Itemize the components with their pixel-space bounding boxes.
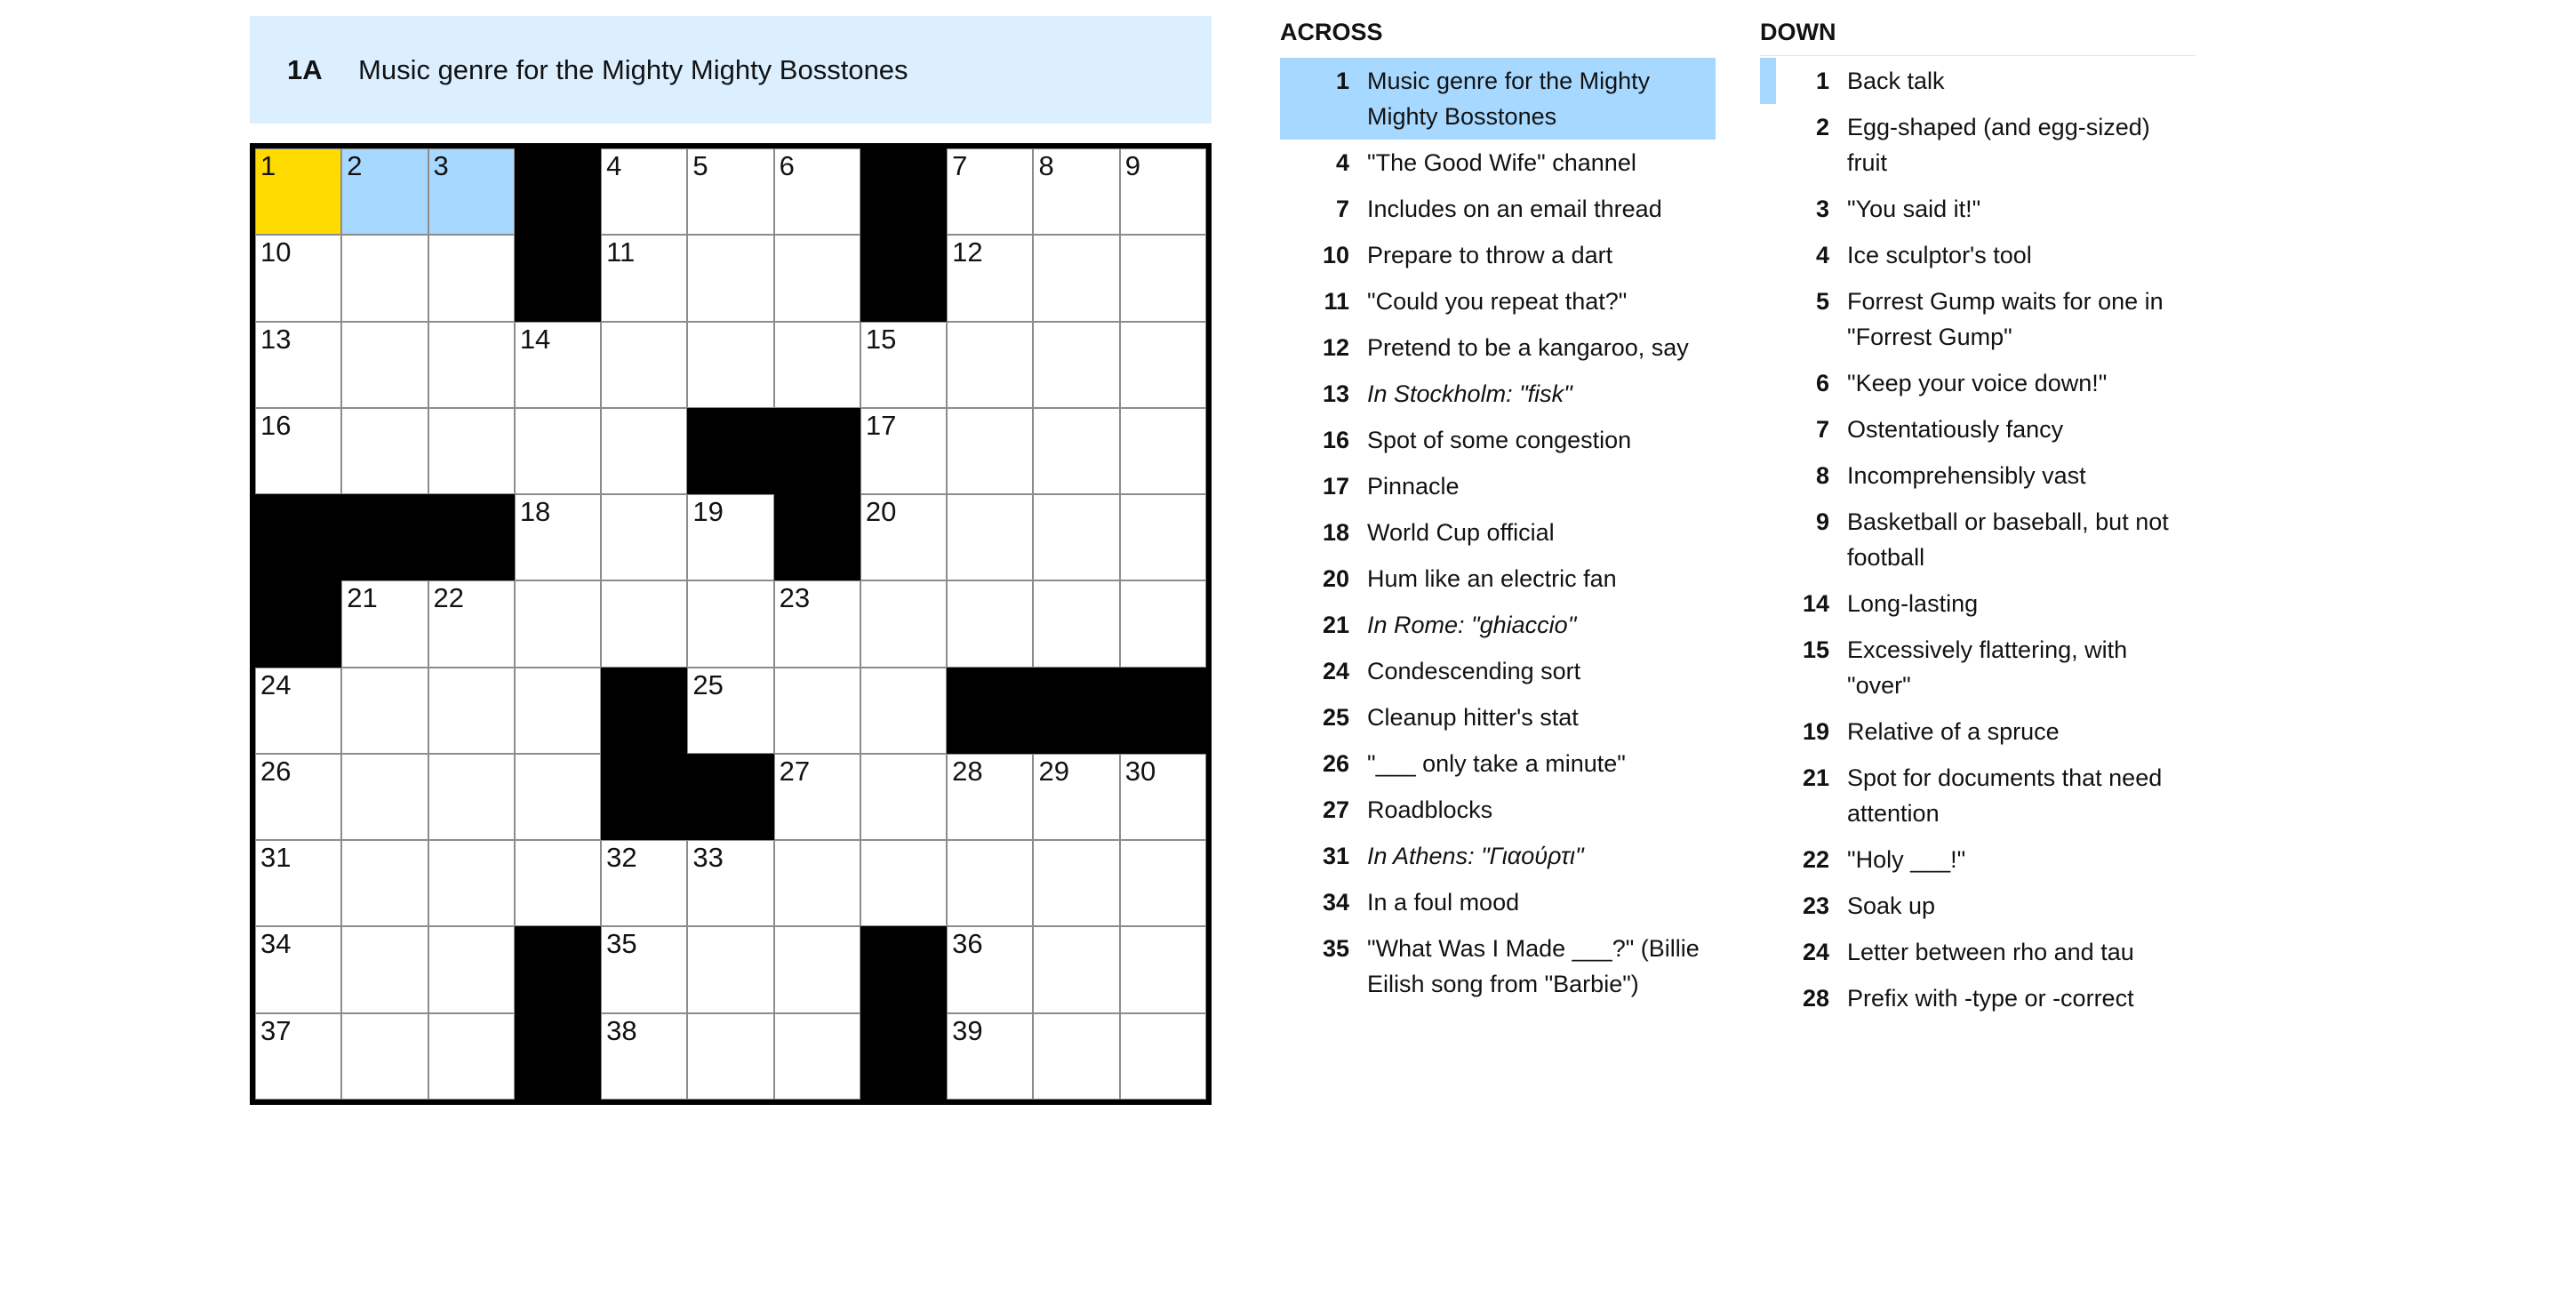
clue-number: 3 [1815,196,1829,222]
grid-cell[interactable] [1120,926,1206,1012]
grid-cell[interactable] [341,926,428,1012]
across-clue-31[interactable] [1280,833,1716,879]
grid-cell[interactable] [515,408,601,494]
clue-number: 16 [1322,427,1349,453]
grid-block [255,494,341,580]
cell-number: 15 [865,323,897,355]
across-clue-16[interactable] [1280,417,1716,463]
clue-text: Incomprehensibly vast [1847,462,2086,489]
clue-text: Relative of a spruce [1847,718,2060,745]
clue-text: Ice sculptor's tool [1847,242,2032,268]
grid-cell[interactable] [1033,322,1119,408]
grid-cell[interactable] [341,754,428,840]
grid-cell[interactable] [1120,148,1206,235]
clue-text: "What Was I Made ___?" (Billie Eilish song from "Barbie") [1367,935,1700,997]
cell-number: 4 [606,150,622,181]
cell-number: 33 [692,842,724,874]
grid-cell[interactable] [341,840,428,926]
across-clue-11[interactable] [1280,278,1716,324]
across-clue-17[interactable] [1280,463,1716,509]
grid-cell[interactable] [255,840,341,926]
grid-cell[interactable] [947,926,1033,1012]
clue-number: 13 [1322,380,1349,407]
cell-number: 13 [260,323,292,355]
down-clue-19[interactable] [1760,708,2196,755]
grid-cell[interactable] [341,580,428,667]
grid-cell[interactable] [601,1013,687,1100]
clue-number: 27 [1322,796,1349,823]
cell-number: 39 [952,1014,983,1046]
grid-cell[interactable] [1033,235,1119,321]
grid-cell[interactable] [860,322,947,408]
clue-number: 5 [1815,288,1829,315]
cell-number: 22 [433,582,465,614]
down-clue-24[interactable] [1760,929,2196,975]
grid-cell[interactable] [774,580,860,667]
across-clue-21[interactable] [1280,602,1716,648]
current-clue-text: Music genre for the Mighty Mighty Bosstones [358,53,908,85]
across-clue-4[interactable] [1280,140,1716,186]
clue-text: Prefix with -type or -correct [1847,985,2134,1012]
grid-block [1033,668,1119,754]
cell-number: 5 [692,150,708,181]
grid-cell[interactable] [774,235,860,321]
cell-number: 24 [260,668,292,700]
clue-number: 1 [1335,68,1349,94]
grid-cell[interactable] [601,840,687,926]
grid-cell[interactable] [428,322,515,408]
clue-text: Hum like an electric fan [1367,565,1617,592]
cell-number: 21 [347,582,378,614]
grid-cell[interactable] [428,754,515,840]
grid-cell[interactable] [947,580,1033,667]
clue-text: "Keep your voice down!" [1847,370,2108,396]
clue-text: Letter between rho and tau [1847,939,2134,965]
grid-cell[interactable] [947,1013,1033,1100]
across-clue-13[interactable] [1280,371,1716,417]
clue-number: 24 [1322,658,1349,684]
grid-cell[interactable] [255,148,341,235]
grid-cell[interactable] [1120,1013,1206,1100]
grid-block [774,408,860,494]
grid-cell[interactable] [687,1013,773,1100]
grid-block [341,494,428,580]
cell-number: 27 [779,755,811,787]
cell-number: 10 [260,236,292,268]
grid-cell[interactable] [428,840,515,926]
cell-number: 3 [433,150,449,181]
grid-cell[interactable] [947,148,1033,235]
cell-number: 7 [952,150,968,181]
cell-number: 32 [606,842,637,874]
clue-text: In Stockholm: "fisk" [1367,380,1572,407]
grid-cell[interactable] [947,322,1033,408]
clue-number: 19 [1802,718,1829,745]
grid-cell[interactable] [947,235,1033,321]
grid-cell[interactable] [255,668,341,754]
grid-cell[interactable] [341,668,428,754]
grid-cell[interactable] [255,1013,341,1100]
cell-number: 31 [260,842,292,874]
down-clue-15[interactable] [1760,627,2196,708]
clue-number: 23 [1802,892,1829,919]
clue-text: Long-lasting [1847,590,1979,617]
grid-cell[interactable] [341,235,428,321]
grid-cell[interactable] [428,408,515,494]
clue-text: In Rome: "ghiaccio" [1367,612,1577,638]
grid-block [428,494,515,580]
clue-text: Spot for documents that need attention [1847,764,2163,827]
clue-number: 6 [1815,370,1829,396]
grid-cell[interactable] [947,494,1033,580]
cell-number: 26 [260,755,292,787]
grid-cell[interactable] [255,754,341,840]
grid-cell[interactable] [341,322,428,408]
grid-block [515,148,601,235]
grid-cell[interactable] [601,926,687,1012]
grid-cell[interactable] [774,668,860,754]
grid-block [860,926,947,1012]
grid-cell[interactable] [774,754,860,840]
cell-number: 20 [865,496,897,528]
grid-cell[interactable] [1120,494,1206,580]
grid-block [860,1013,947,1100]
down-clue-5[interactable] [1760,278,2196,360]
grid-cell[interactable] [860,580,947,667]
grid-block [947,668,1033,754]
grid-cell[interactable] [428,148,515,235]
clue-text: Prepare to throw a dart [1367,242,1613,268]
grid-block [515,926,601,1012]
grid-cell[interactable] [515,754,601,840]
cell-number: 30 [1124,755,1156,787]
cell-number: 25 [692,668,724,700]
grid-cell[interactable] [515,580,601,667]
clue-number: 1 [1815,68,1829,94]
clue-text: "___ only take a minute" [1367,750,1626,777]
grid-block [515,235,601,321]
clue-number: 7 [1815,416,1829,443]
clue-number: 7 [1335,196,1349,222]
grid-cell[interactable] [1120,840,1206,926]
grid-cell[interactable] [860,754,947,840]
cell-number: 23 [779,582,811,614]
across-clue-27[interactable] [1280,787,1716,833]
grid-cell[interactable] [428,668,515,754]
clue-number: 11 [1324,288,1349,315]
down-clue-8[interactable] [1760,452,2196,499]
grid-cell[interactable] [515,840,601,926]
grid-block [601,668,687,754]
across-clue-34[interactable] [1280,879,1716,925]
cell-number: 35 [606,928,637,960]
cell-number: 12 [952,236,983,268]
clue-number: 15 [1802,636,1829,663]
clue-number: 10 [1322,242,1349,268]
grid-cell[interactable] [601,408,687,494]
grid-block [1120,668,1206,754]
grid-cell[interactable] [687,840,773,926]
grid-cell[interactable] [1033,494,1119,580]
down-clue-7[interactable] [1760,406,2196,452]
clue-text: "The Good Wife" channel [1367,149,1636,176]
cell-number: 2 [347,150,363,181]
grid-cell[interactable] [860,668,947,754]
cell-number: 37 [260,1014,292,1046]
grid-cell[interactable] [1033,580,1119,667]
clue-text: "Could you repeat that?" [1367,288,1628,315]
cell-number: 36 [952,928,983,960]
grid-cell[interactable] [515,668,601,754]
clue-number: 22 [1802,846,1829,873]
grid-cell[interactable] [515,322,601,408]
grid-cell[interactable] [601,148,687,235]
down-clue-28[interactable] [1760,975,2196,1021]
grid-cell[interactable] [687,926,773,1012]
grid-cell[interactable] [1033,148,1119,235]
grid-cell[interactable] [860,840,947,926]
clue-text: "Holy ___!" [1847,846,1966,873]
cell-number: 16 [260,409,292,441]
clue-text: Includes on an email thread [1367,196,1662,222]
cell-number: 38 [606,1014,637,1046]
clue-number: 31 [1322,843,1349,869]
grid-cell[interactable] [687,580,773,667]
down-heading: DOWN [1760,16,2196,56]
down-clue-14[interactable] [1760,580,2196,627]
grid-cell[interactable] [1120,754,1206,840]
grid-cell[interactable] [428,1013,515,1100]
grid-cell[interactable] [1033,754,1119,840]
across-clue-10[interactable] [1280,232,1716,278]
grid-cell[interactable] [1033,408,1119,494]
grid-cell[interactable] [1120,408,1206,494]
cell-number: 9 [1124,150,1140,181]
clue-text: Pinnacle [1367,473,1460,500]
grid-cell[interactable] [428,580,515,667]
clue-text: Excessively flattering, with "over" [1847,636,2128,699]
cell-number: 28 [952,755,983,787]
grid-cell[interactable] [255,322,341,408]
across-clue-18[interactable] [1280,509,1716,556]
grid-cell[interactable] [515,494,601,580]
clue-number: 21 [1802,764,1829,791]
clue-text: Spot of some congestion [1367,427,1632,453]
clue-text: Music genre for the Mighty Mighty Bosstones [1367,68,1651,130]
grid-cell[interactable] [1120,580,1206,667]
clue-text: Ostentatiously fancy [1847,416,2064,443]
cell-number: 29 [1038,755,1069,787]
clue-text: Egg-shaped (and egg-sized) fruit [1847,114,2150,176]
crossword-grid[interactable] [250,143,1212,1105]
clue-text: In a foul mood [1367,889,1520,916]
clue-number: 9 [1815,508,1829,535]
clue-text: Soak up [1847,892,1936,919]
cell-number: 19 [692,496,724,528]
grid-cell[interactable] [341,1013,428,1100]
clue-number: 18 [1322,519,1349,546]
current-clue-bar[interactable] [250,16,1212,124]
clue-number: 4 [1815,242,1829,268]
grid-block [601,754,687,840]
clue-number: 17 [1322,473,1349,500]
grid-block [860,235,947,321]
clue-number: 35 [1322,935,1349,962]
grid-cell[interactable] [255,235,341,321]
down-clue-21[interactable] [1760,755,2196,836]
cell-number: 11 [606,236,636,268]
grid-cell[interactable] [255,408,341,494]
clue-text: Cleanup hitter's stat [1367,704,1579,731]
across-clue-26[interactable] [1280,740,1716,787]
grid-cell[interactable] [601,580,687,667]
grid-cell[interactable] [947,840,1033,926]
grid-block [774,494,860,580]
clue-text: Pretend to be a kangaroo, say [1367,334,1689,361]
grid-cell[interactable] [428,235,515,321]
clue-text: In Athens: "Γιαούρτι" [1367,843,1584,869]
grid-cell[interactable] [341,408,428,494]
grid-cell[interactable] [1033,840,1119,926]
across-heading: ACROSS [1280,19,1383,45]
grid-cell[interactable] [1120,235,1206,321]
grid-cell[interactable] [774,840,860,926]
across-clue-7[interactable] [1280,186,1716,232]
down-clue-list [1760,16,2196,1118]
grid-block [515,1013,601,1100]
clue-number: 25 [1322,704,1349,731]
clue-number: 8 [1815,462,1829,489]
clue-text: Basketball or baseball, but not football [1847,508,2169,571]
current-clue-label: 1A [287,53,323,85]
grid-cell[interactable] [774,1013,860,1100]
grid-cell[interactable] [1120,322,1206,408]
clue-number: 28 [1802,985,1829,1012]
grid-cell[interactable] [1033,1013,1119,1100]
across-clue-20[interactable] [1280,556,1716,602]
grid-cell[interactable] [774,926,860,1012]
grid-cell[interactable] [687,668,773,754]
clue-number: 14 [1802,590,1829,617]
clue-number: 21 [1322,612,1349,638]
grid-block [255,580,341,667]
clue-text: "You said it!" [1847,196,1981,222]
across-clue-list [1280,16,1716,1118]
across-clue-12[interactable] [1280,324,1716,371]
clue-number: 12 [1322,334,1349,361]
cell-number: 1 [260,150,276,181]
clue-number: 4 [1335,149,1349,176]
down-clue-9[interactable] [1760,499,2196,580]
clue-number: 20 [1322,565,1349,592]
down-clue-2[interactable] [1760,104,2196,186]
cell-number: 17 [865,409,897,441]
grid-block [687,408,773,494]
grid-cell[interactable] [1033,926,1119,1012]
clue-text: Condescending sort [1367,658,1581,684]
across-clue-1[interactable] [1280,58,1716,140]
cell-number: 8 [1038,150,1054,181]
down-clue-4[interactable] [1760,232,2196,278]
grid-cell[interactable] [428,926,515,1012]
grid-cell[interactable] [947,754,1033,840]
grid-block [860,148,947,235]
cell-number: 6 [779,150,795,181]
grid-block [687,754,773,840]
grid-cell[interactable] [687,322,773,408]
down-clue-3[interactable] [1760,186,2196,232]
grid-cell[interactable] [774,322,860,408]
across-clue-24[interactable] [1280,648,1716,694]
clue-number: 2 [1815,114,1829,140]
down-clue-6[interactable] [1760,360,2196,406]
grid-cell[interactable] [687,494,773,580]
grid-cell[interactable] [860,494,947,580]
grid-cell[interactable] [860,408,947,494]
across-clue-35[interactable] [1280,925,1716,1007]
grid-cell[interactable] [601,494,687,580]
clue-text: Roadblocks [1367,796,1493,823]
grid-cell[interactable] [947,408,1033,494]
down-clue-22[interactable] [1760,836,2196,883]
grid-cell[interactable] [341,148,428,235]
cell-number: 34 [260,928,292,960]
clue-text: Back talk [1847,68,1945,94]
grid-cell[interactable] [774,148,860,235]
clue-number: 26 [1322,750,1349,777]
cell-number: 14 [519,323,551,355]
clue-text: World Cup official [1367,519,1555,546]
grid-cell[interactable] [687,148,773,235]
clue-number: 24 [1802,939,1829,965]
grid-cell[interactable] [255,926,341,1012]
clue-number: 34 [1322,889,1349,916]
grid-cell[interactable] [601,235,687,321]
down-clue-1[interactable] [1760,58,2196,104]
cell-number: 18 [519,496,551,528]
across-clue-25[interactable] [1280,694,1716,740]
clue-text: Forrest Gump waits for one in "Forrest Gump" [1847,288,2164,350]
grid-cell[interactable] [687,235,773,321]
grid-cell[interactable] [601,322,687,408]
down-clue-23[interactable] [1760,883,2196,929]
